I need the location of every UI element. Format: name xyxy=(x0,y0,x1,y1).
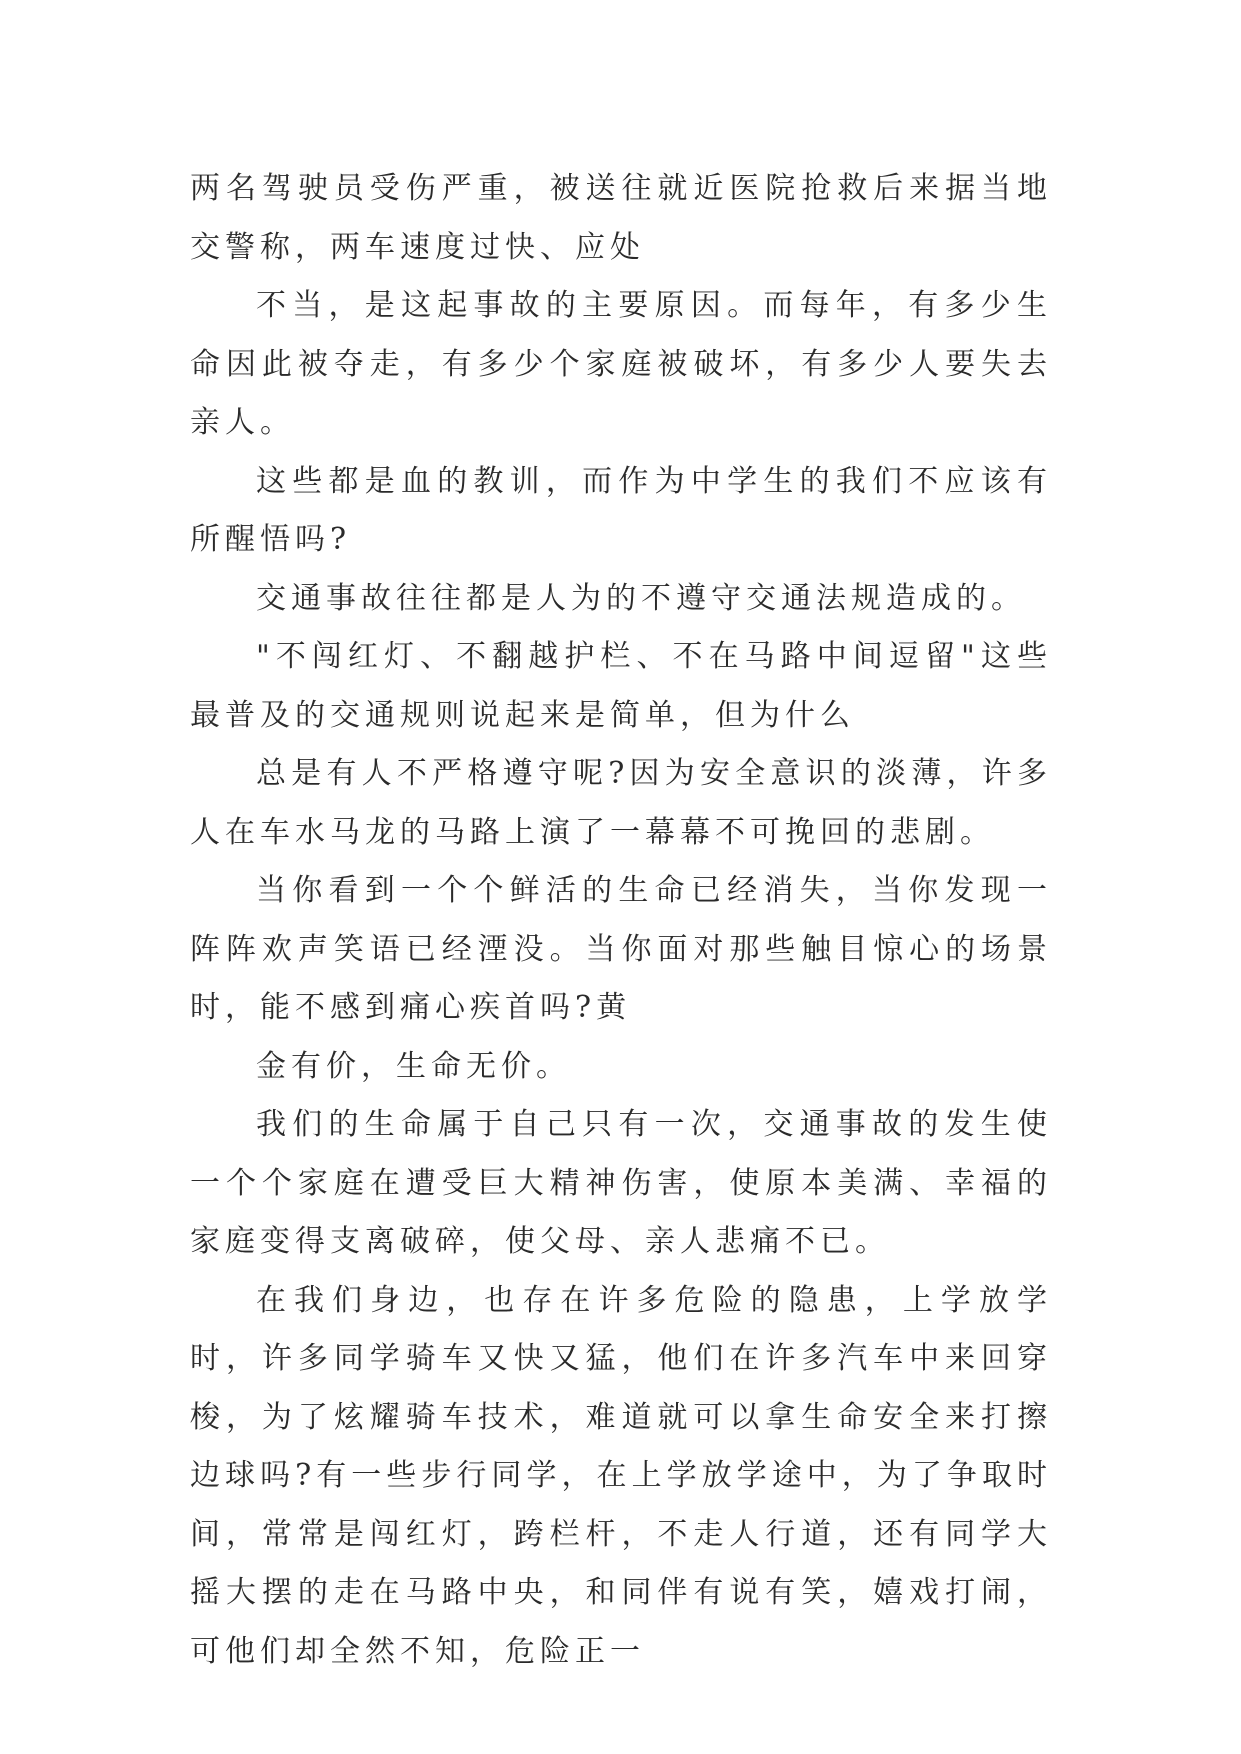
paragraph-7: 当你看到一个个鲜活的生命已经消失，当你发现一阵阵欢声笑语已经湮没。当你面对那些触目惊心的场景时，能不感到痛心疾首吗?黄 xyxy=(190,873,1052,1025)
document-body xyxy=(190,160,1052,1681)
paragraph-2: 不当，是这起事故的主要原因。而每年，有多少生命因此被夺走，有多少个家庭被破坏，有多少人要失去亲人。 xyxy=(190,288,1052,440)
paragraph-9: 我们的生命属于自己只有一次，交通事故的发生使一个个家庭在遭受巨大精神伤害，使原本美满、幸福的家庭变得支离破碎，使父母、亲人悲痛不已。 xyxy=(190,1107,1052,1259)
paragraph-3: 这些都是血的教训，而作为中学生的我们不应该有所醒悟吗? xyxy=(190,463,1052,557)
paragraph-1: 两名驾驶员受伤严重，被送往就近医院抢救后来据当地交警称，两车速度过快、应处 xyxy=(190,171,1052,265)
paragraph-10: 在我们身边，也存在许多危险的隐患，上学放学时，许多同学骑车又快又猛，他们在许多汽车中来回穿梭，为了炫耀骑车技术，难道就可以拿生命安全来打擦边球吗?有一些步行同学，在上学放学途中，为了争取时间，常常是闯红灯，跨栏杆，不走人行道，还有同学大摇大摆的走在马路中央，和同伴有说有笑，嬉戏打闹，可他们却全然不知，危险正一 xyxy=(190,1282,1052,1669)
paragraph-5: "不闯红灯、不翻越护栏、不在马路中间逗留"这些最普及的交通规则说起来是简单，但为什么 xyxy=(190,639,1052,733)
paragraph-8: 金有价，生命无价。 xyxy=(256,1048,571,1084)
paragraph-6: 总是有人不严格遵守呢?因为安全意识的淡薄，许多人在车水马龙的马路上演了一幕幕不可挽回的悲剧。 xyxy=(190,756,1052,850)
paragraph-4: 交通事故往往都是人为的不遵守交通法规造成的。 xyxy=(256,580,1026,616)
